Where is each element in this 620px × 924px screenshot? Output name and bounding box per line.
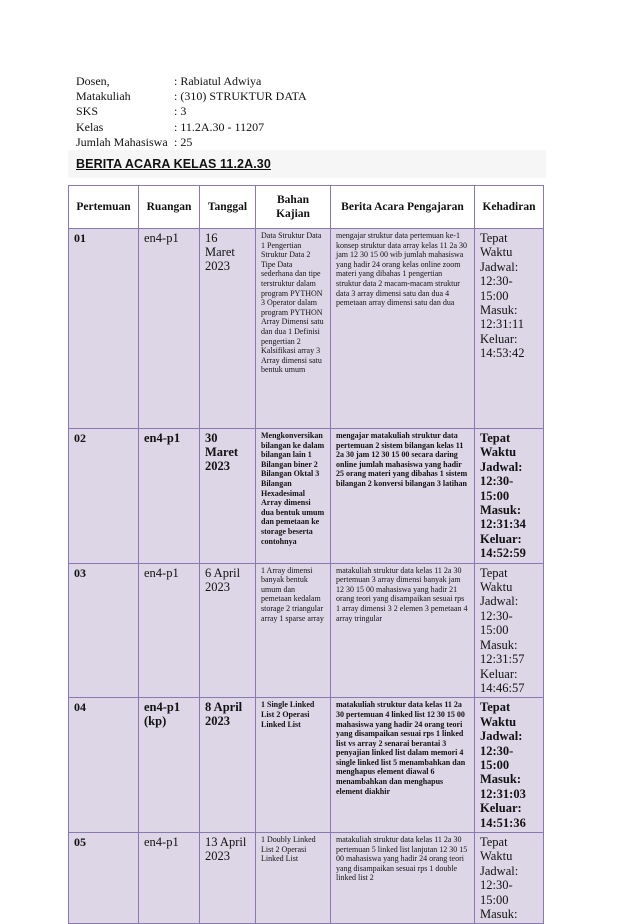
pertemuan-cell: 05 [69,832,139,923]
bahan-kajian-cell: 1 Single Linked List 2 Operasi Linked List [256,698,331,833]
header-bahan-kajian: Bahan Kajian [256,186,331,229]
kehadiran-line: Masuk: [480,772,521,787]
header-berita-acara: Berita Acara Pengajaran [331,186,475,229]
ruangan-cell: en4-p1 [139,429,200,564]
berita-acara-cell: mengajar struktur data pertemuan ke-1 konsep struktur data array kelas 11 2a 30 jam 12 30 15 00 wib jumlah mahasiswa yang hadir 24 orang kelas online zoom materi yang dibahas 1 pengertian struktur data 2 macam-macam struktur data 3 array dimensi satu dan dua 4 pemetaan array dimensi satu dan dua [331,229,475,429]
info-label: Dosen, [76,74,110,88]
header-tanggal: Tanggal [200,186,256,229]
kehadiran-line: Masuk: [480,637,518,652]
kehadiran-cell [475,832,544,923]
info-label: Matakuliah [76,89,131,104]
tanggal-cell: 6 April 2023 [200,563,256,698]
kehadiran-line: 14:53:42 [480,346,525,361]
pertemuan-cell: 04 [69,698,139,833]
kehadiran-line: Masuk: [480,907,518,921]
kehadiran-line: Keluar: [480,666,518,681]
berita-acara-cell: matakuliah struktur data kelas 11 2a 30 pertemuan 3 array dimensi banyak jam 12 30 15 00 mahasiswa yang hadir 21 orang teori yang disampaikan sesuai rps 1 array dimensi 3 2 elemen 3 pemetaan 4 array tringular [331,563,475,698]
info-row-matakuliah [76,89,307,104]
tanggal-cell: 8 April 2023 [200,698,256,833]
kehadiran-line: 12:31:34 [480,517,526,532]
header-ruangan: Ruangan [139,186,200,229]
bahan-kajian-cell: 1 Array dimensi banyak bentuk umum dan pemetaan kedalam storage 2 triangular array 1 sparse array [256,563,331,698]
kehadiran-line: Tepat Waktu [480,431,517,460]
berita-acara-cell: mengajar matakuliah struktur data pertemuan 2 sistem bilangan kelas 11 2a 30 jam 12 30 15 00 secara daring online jumlah mahasiswa yang hadir 25 orang materi yang dibahas 1 sistem bilangan 2 konversi bilangan 3 latihan [331,429,475,564]
kehadiran-line: Masuk: [480,303,518,318]
course-info [76,74,307,150]
table-row [69,698,544,833]
info-label: Kelas [76,119,104,134]
info-row-kelas [76,120,307,135]
info-value: : Rabiatul Adwiya [174,74,262,88]
kehadiran-line: Keluar: [480,331,518,346]
info-row-sks [76,104,307,119]
kehadiran-line: Keluar: [480,801,522,816]
kehadiran-line: Jadwal: [480,863,519,878]
bahan-kajian-cell: 1 Doubly Linked List 2 Operasi Linked List [256,832,331,923]
pertemuan-cell: 02 [69,429,139,564]
kehadiran-line: 12:31:03 [480,786,526,801]
tanggal-cell: 13 April 2023 [200,832,256,923]
kehadiran-cell [475,429,544,564]
bahan-kajian-cell: Data Struktur Data 1 Pengertian Struktur Data 2 Tipe Data sederhana dan tipe terstruktur dalam program PYTHON 3 Operator dalam program PYTHON Array Dimensi satu dan dua 1 Definisi pengertian 2 Kalsifikasi array 3 Array dimensi satu bentuk umum [256,229,331,429]
tanggal-cell: 16 Maret 2023 [200,229,256,429]
kehadiran-line: 14:52:59 [480,546,526,561]
kehadiran-line: Tepat Waktu [480,834,513,864]
kehadiran-line: 12:30-15:00 [480,608,513,638]
attendance-table [68,185,544,924]
kehadiran-cell [475,229,544,429]
kehadiran-line: Masuk: [480,503,521,518]
kehadiran-line: 12:30-15:00 [480,878,513,907]
kehadiran-line: 12:31:11 [480,317,524,332]
kehadiran-line: Keluar: [480,531,522,546]
info-value: : 11.2A.30 - 11207 [174,119,265,134]
berita-acara-cell: matakuliah struktur data kelas 11 2a 30 pertemuan 4 linked list 12 30 15 00 mahasiswa yang hadir 24 orang teori yang disampaikan sesuai rps 1 linked list vs array 2 senarai berantai 3 penyajian linked list dalam memori 4 single linked list 5 menambahkan dan menghapus element diawal 6 menambahkan dan menghapus element diakhir [331,698,475,833]
info-value: : 3 [174,104,187,119]
kehadiran-line: 12:30-15:00 [480,274,513,303]
pertemuan-cell: 03 [69,563,139,698]
kehadiran-line: 12:31:57 [480,652,525,667]
kehadiran-line: Tepat Waktu [480,700,517,729]
kehadiran-line: Jadwal: [480,594,519,609]
header-kehadiran: Kehadiran [475,186,544,229]
info-value: : 25 [174,134,193,149]
kehadiran-cell [475,563,544,698]
ruangan-cell: en4-p1 (kp) [139,698,200,833]
ruangan-cell: en4-p1 [139,229,200,429]
info-row-jumlah-mahasiswa [76,135,307,150]
table-row [69,832,544,923]
info-label: SKS [76,104,99,119]
kehadiran-line: Jadwal: [480,459,523,474]
info-value: : (310) STRUKTUR DATA [174,89,307,104]
kehadiran-line: 14:51:36 [480,815,526,830]
page-title: BERITA ACARA KELAS 11.2A.30 [76,157,271,171]
kehadiran-line: Tepat Waktu [480,565,513,595]
table-header-row [69,186,544,229]
ruangan-cell: en4-p1 [139,563,200,698]
kehadiran-line: Tepat Waktu [480,231,513,260]
kehadiran-cell [475,698,544,833]
tanggal-cell: 30 Maret 2023 [200,429,256,564]
kehadiran-line: 14:46:57 [480,680,525,695]
kehadiran-line: 12:30-15:00 [480,474,514,503]
bahan-kajian-cell: Mengkonversikan bilangan ke dalam bilangan lain 1 Bilangan biner 2 Bilangan Oktal 3 Bilangan Hexadesimal Array dimensi dua bentuk umum dan pemetaan ke storage beserta contohnya [256,429,331,564]
table-row [69,229,544,429]
ruangan-cell: en4-p1 [139,832,200,923]
kehadiran-line: 12:30-15:00 [480,743,514,772]
table-row [69,429,544,564]
header-pertemuan: Pertemuan [69,186,139,229]
table-row [69,563,544,698]
berita-acara-cell: matakuliah struktur data kelas 11 2a 30 pertemuan 5 linked list lanjutan 12 30 15 00 mahasiswa yang hadir 24 orang teori yang disampaikan sesuai rps 1 double linked list 2 [331,832,475,923]
pertemuan-cell: 01 [69,229,139,429]
info-label: Jumlah Mahasiswa [76,134,168,149]
kehadiran-line: Jadwal: [480,729,523,744]
info-row-dosen [76,74,307,89]
kehadiran-line: Jadwal: [480,259,519,274]
